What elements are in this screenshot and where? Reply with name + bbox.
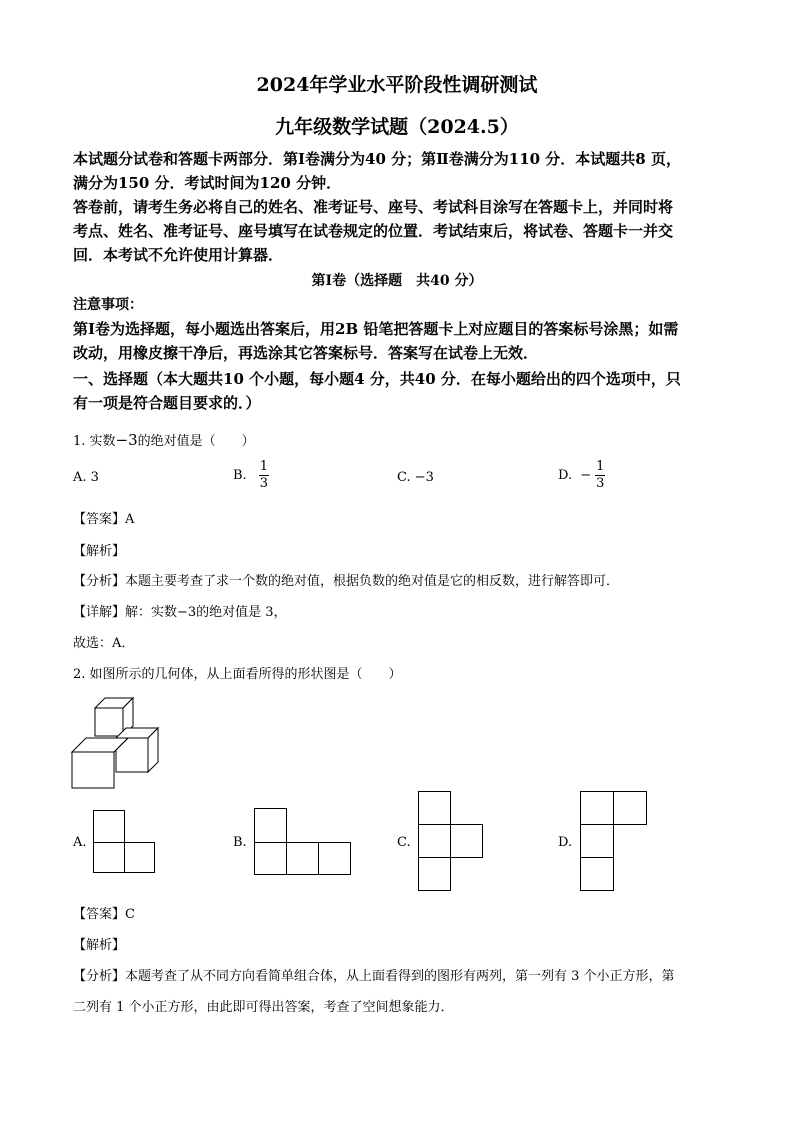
q1-fenxi: 【分析】本题主要考查了求一个数的绝对值，根据负数的绝对值是它的相反数，进行解答即可． xyxy=(73,574,620,589)
q1-conclusion: 故选：A． xyxy=(73,636,135,651)
intro-line-5: 回．本考试不允许使用计算器． xyxy=(73,246,284,264)
q2-solid-figure xyxy=(70,690,165,790)
q2-option-a-label: A. xyxy=(73,835,87,850)
exam-title: 2024年学业水平阶段性调研测试 xyxy=(256,74,538,96)
exam-subtitle: 九年级数学试题（2024.5） xyxy=(275,116,519,138)
q1-option-b: B. $\frac{1}{3}$ xyxy=(233,459,268,491)
q2-option-d-label: D. xyxy=(558,835,573,850)
section1-line-2: 有一项是符合题目要求的．） xyxy=(73,394,261,412)
q2-analysis-tag: 【解析】 xyxy=(73,938,126,953)
q1-stem: 1. 实数−3的绝对值是（ ） xyxy=(73,431,255,449)
q2-answer: 【答案】C xyxy=(73,907,135,922)
notice-line-2: 改动，用橡皮擦干净后，再选涂其它答案标号．答案写在试卷上无效． xyxy=(73,344,539,362)
notice-title: 注意事项： xyxy=(73,297,143,313)
q1-answer: 【答案】A xyxy=(73,512,135,527)
q1-option-a: A. 3 xyxy=(73,470,99,485)
intro-line-2: 满分为150 分．考试时间为120 分钟． xyxy=(73,174,342,192)
q1-option-d: D. − $\frac{1}{3}$ xyxy=(558,459,605,491)
intro-line-3: 答卷前，请考生务必将自己的姓名、准考证号、座号、考试科目涂写在答题卡上，并同时将 xyxy=(73,198,674,216)
notice-line-1: 第Ⅰ卷为选择题，每小题选出答案后，用2B 铅笔把答题卡上对应题目的答案标号涂黑；如需 xyxy=(73,320,679,338)
q2-option-c-label: C. xyxy=(397,835,411,850)
q1-xiangjie: 【详解】解：实数−3的绝对值是 3， xyxy=(73,605,287,620)
q2-fenxi-line-1: 【分析】本题考查了从不同方向看简单组合体，从上面看得到的图形有两列，第一列有 3 个小正方形，第 xyxy=(73,969,675,984)
q2-fenxi-line-2: 二列有 1 个小正方形，由此即可得出答案，考查了空间想象能力． xyxy=(73,1000,454,1015)
q2-stem: 2. 如图所示的几何体，从上面看所得的形状图是（ ） xyxy=(73,667,402,682)
intro-line-1: 本试题分试卷和答题卡两部分．第Ⅰ卷满分为40 分；第Ⅱ卷满分为110 分．本试题共8 页， xyxy=(73,150,681,168)
q2-option-b-label: B. xyxy=(233,835,247,850)
section1-line-1: 一、选择题（本大题共10 个小题，每小题4 分，共40 分．在每小题给出的四个选项中，只 xyxy=(73,370,681,388)
q1-option-c: C. −3 xyxy=(397,470,434,485)
part1-header: 第Ⅰ卷（选择题 共40 分） xyxy=(311,273,483,289)
q1-analysis-tag: 【解析】 xyxy=(73,544,126,559)
intro-line-4: 考点、姓名、准考证号、座号填写在试卷规定的位置．考试结束后，将试卷、答题卡一并交 xyxy=(73,222,674,240)
